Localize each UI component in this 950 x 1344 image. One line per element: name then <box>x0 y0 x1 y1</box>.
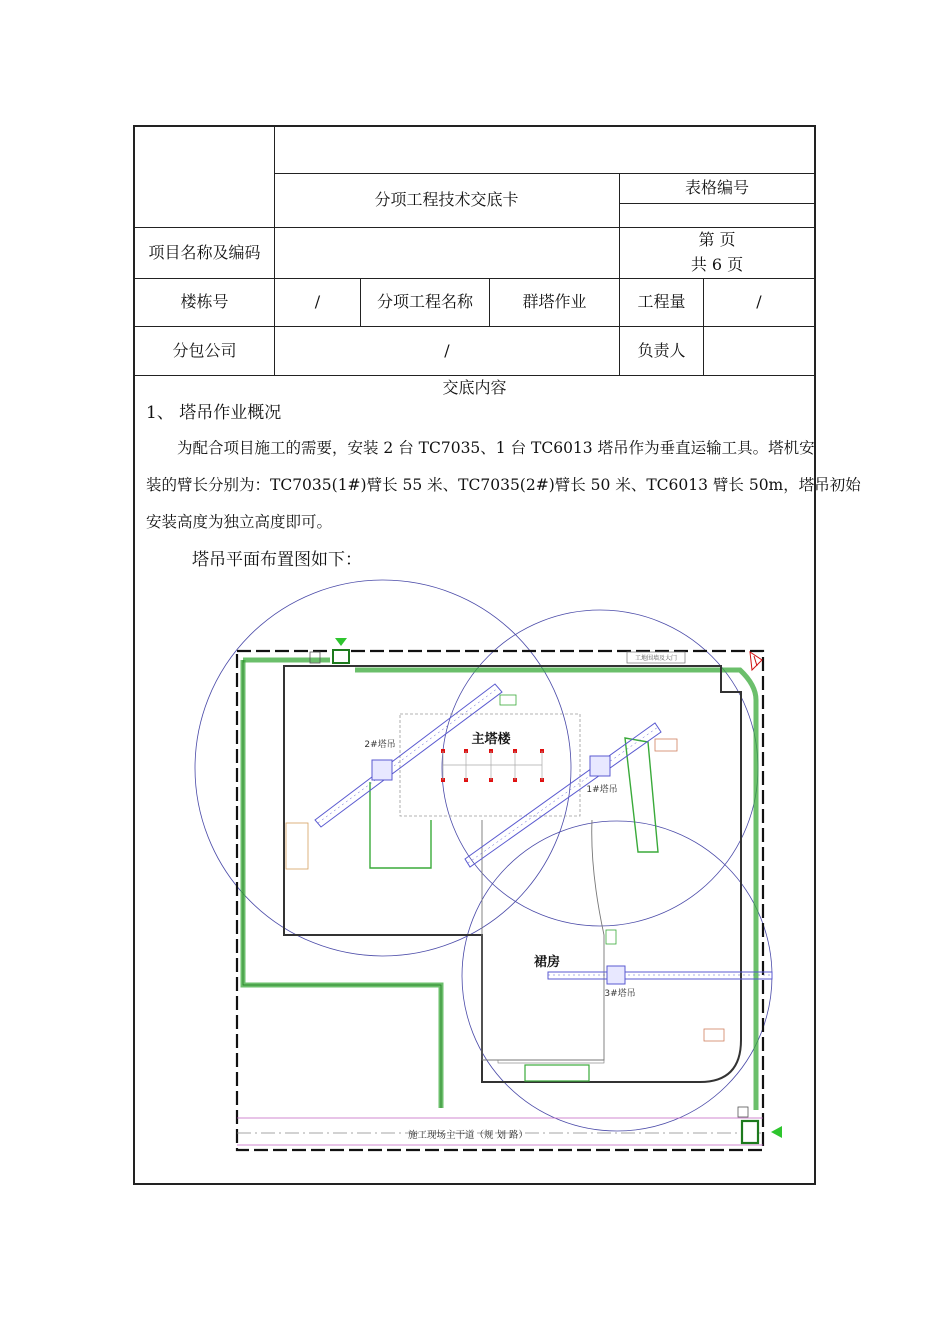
material-yard <box>286 823 308 869</box>
tower-crane-layout-plan <box>190 578 790 1158</box>
owner-label: 负责人 <box>637 340 686 360</box>
item-name-value: 群塔作业 <box>522 292 587 312</box>
crane3-base <box>607 966 625 984</box>
page-number: 第 页 <box>698 230 736 250</box>
site-gate-top <box>333 650 349 663</box>
site-sign-label: 工地围墙及大门 <box>634 655 678 662</box>
green-zone-a <box>370 782 431 868</box>
site-boundary <box>237 651 763 1150</box>
crane1-label: 1#塔吊 <box>586 785 618 795</box>
paragraph-line-2: 装的臂长分别为：TC7035(1#)臂长 55 米、TC7035(2#)臂长 50 米、TC6013 臂长 50m，塔吊初始 <box>146 476 861 494</box>
main-road-label: 施工现场主干道（规 划 路） <box>407 1130 529 1141</box>
crane1-base <box>590 756 610 776</box>
site-gate-bottom <box>742 1121 758 1143</box>
green-site-road-top <box>243 660 756 1110</box>
paragraph-line-3: 安装高度为独立高度即可。 <box>146 513 333 531</box>
green-site-road-left <box>243 660 441 1108</box>
podium-outline <box>482 820 604 1060</box>
project-name-field[interactable] <box>275 228 619 278</box>
quantity-label: 工程量 <box>637 292 686 312</box>
structural-columns <box>441 749 544 782</box>
card-title: 分项工程技术交底卡 <box>374 190 519 210</box>
building-no-value: / <box>314 292 321 312</box>
item-name-label: 分项工程名称 <box>376 292 473 312</box>
green-zone-b <box>625 738 658 852</box>
quantity-value: / <box>756 292 762 312</box>
content-header: 交底内容 <box>442 377 507 397</box>
crane3-jib <box>548 972 772 979</box>
green-road-outline <box>243 660 441 1108</box>
project-name-label: 项目名称及编码 <box>148 242 261 262</box>
crane2-base <box>372 760 392 780</box>
podium-label: 裙房 <box>533 955 561 970</box>
building-footprint <box>284 666 741 1082</box>
green-zone-c <box>525 1065 589 1081</box>
crane3-label: 3#塔吊 <box>604 989 636 999</box>
crane2-label: 2#塔吊 <box>364 740 396 750</box>
building-no-label: 楼栋号 <box>180 292 229 312</box>
owner-field[interactable] <box>704 327 814 375</box>
exit-arrow-icon <box>771 1126 782 1138</box>
subcontractor-value: / <box>444 340 450 360</box>
crane2-jib <box>315 684 502 827</box>
section-heading: 1、 塔吊作业概况 <box>146 403 282 423</box>
main-tower-label: 主塔楼 <box>471 732 511 747</box>
form-number-field[interactable] <box>620 204 814 227</box>
entrance-arrow-icon <box>335 638 347 646</box>
form-number-label: 表格编号 <box>684 178 749 198</box>
layout-intro: 塔吊平面布置图如下： <box>192 550 362 570</box>
paragraph-line-1: 为配合项目施工的需要，安装 2 台 TC7035、1 台 TC6013 塔吊作为垂直运输工具。塔机安 <box>177 439 815 457</box>
page-info <box>620 228 814 278</box>
total-pages: 共 6 页 <box>690 255 744 274</box>
subcontractor-label: 分包公司 <box>172 340 237 360</box>
